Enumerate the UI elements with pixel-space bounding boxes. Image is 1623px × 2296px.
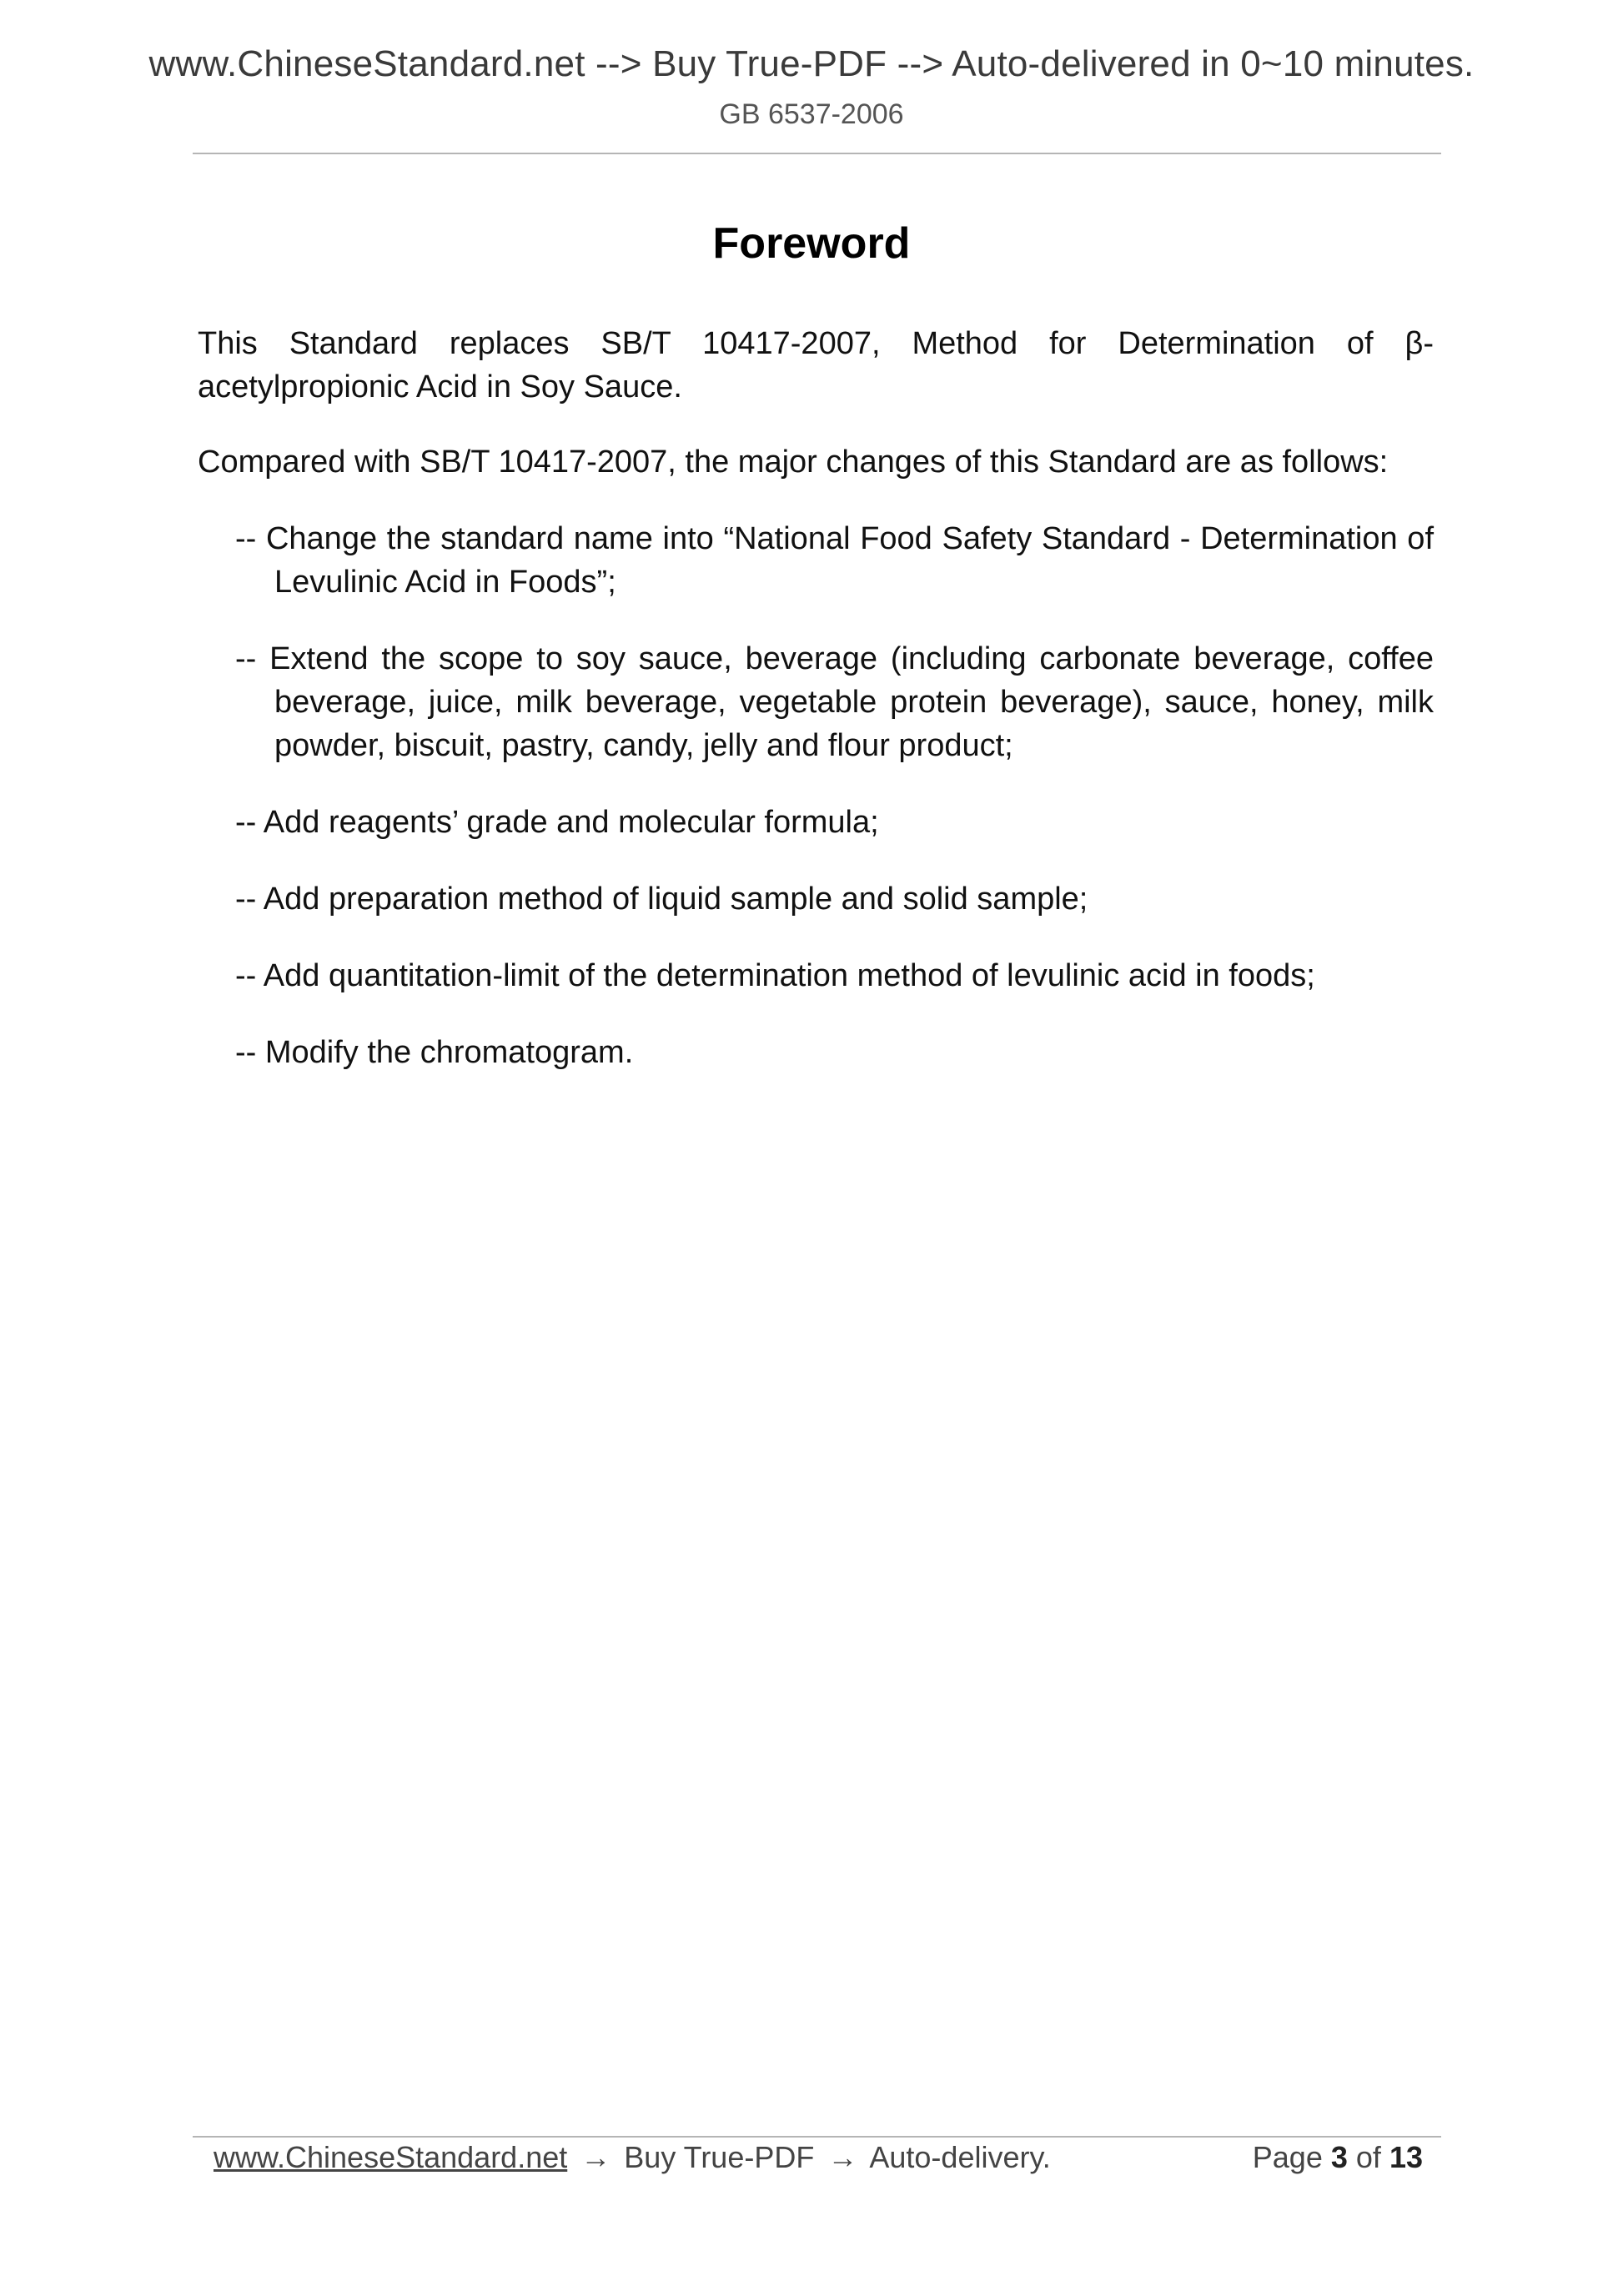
page-label: Page <box>1252 2140 1323 2174</box>
page-number: 3 <box>1330 2140 1348 2174</box>
header-banner: www.ChineseStandard.net --> Buy True-PDF --> Auto-delivered in 0~10 minutes. <box>148 43 1475 84</box>
change-item: -- Change the standard name into “National Food Safety Standard - Determination of Levulinic Acid in Foods”; <box>235 521 1434 600</box>
change-item: -- Extend the scope to soy sauce, beverage (including carbonate beverage, coffee beverage, juice, milk beverage, vegetable protein beverage), sauce, honey, milk powder, biscuit, pastry, candy, jelly and flour product; <box>235 641 1434 763</box>
intro-paragraph: This Standard replaces SB/T 10417-2007, Method for Determination of β-acetylpropionic Acid in Soy Sauce. <box>198 326 1434 404</box>
change-item: -- Add quantitation-limit of the determination method of levulinic acid in foods; <box>235 958 1315 993</box>
standard-code: GB 6537-2006 <box>719 98 904 130</box>
arrow-right-icon: → <box>827 2140 858 2174</box>
of-label: of <box>1355 2140 1381 2174</box>
buy-text: Buy True-PDF <box>624 2140 815 2174</box>
footer-divider <box>193 2136 1441 2138</box>
header-divider <box>193 153 1441 154</box>
page-footer <box>214 2140 1423 2187</box>
total-pages: 13 <box>1389 2140 1423 2174</box>
website-link[interactable]: www.ChineseStandard.net <box>214 2140 568 2174</box>
footer-promo <box>214 2140 1051 2175</box>
changes-intro-paragraph: Compared with SB/T 10417-2007, the major changes of this Standard are as follows: <box>198 445 1389 480</box>
delivery-text: Auto-delivery. <box>869 2140 1051 2174</box>
arrow-right-icon: → <box>580 2140 611 2174</box>
change-item: -- Add preparation method of liquid sample and solid sample; <box>235 882 1088 917</box>
change-item: -- Modify the chromatogram. <box>235 1035 634 1070</box>
changes-list <box>235 517 1434 1108</box>
change-item: -- Add reagents’ grade and molecular formula; <box>235 805 879 840</box>
page-title: Foreword <box>712 219 911 268</box>
page-counter <box>1253 2140 1423 2175</box>
